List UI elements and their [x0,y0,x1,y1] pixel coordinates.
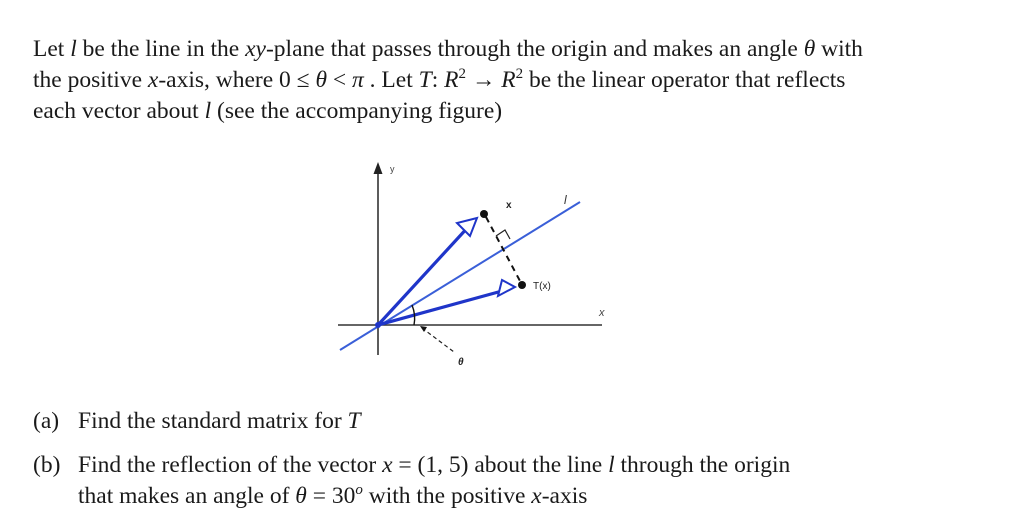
question-b-line-2 [33,481,790,512]
math-l: l [70,36,77,62]
line-l-label: l [564,193,567,207]
y-axis-arrowhead [374,162,383,174]
math-vector: (1, 5) [417,452,469,478]
question-a-tag: (a) [33,408,60,434]
perpendicular-dashed-line [486,217,520,281]
text: with [815,36,863,62]
text: Find the reflection of the vector [78,452,383,478]
vector-Tx-arrowhead [498,280,515,296]
math-exponent: 2 [515,66,524,82]
math-equals: = [306,483,332,509]
math-R: R [444,67,459,93]
text: that makes an angle of [78,483,296,509]
reflection-diagram [330,150,620,375]
text: -axis [541,483,588,509]
problem-statement [33,34,993,127]
vector-x-arrowhead [457,218,477,236]
math-x: x [382,452,393,478]
text: be the linear operator that reflects [523,67,846,93]
angle-theta-label: θ [458,357,464,368]
math-arrow: → [465,67,502,93]
vector-x-label: x [506,200,512,211]
math-l: l [608,452,615,478]
math-inequality: < [326,67,352,93]
vector-Tx-label: T(x) [533,281,551,292]
text: be the line in the [76,36,246,62]
angle-leader-line [422,328,454,352]
math-R: R [501,67,516,93]
math-theta: θ [295,483,307,509]
statement-line-2 [33,65,993,96]
text: Let [33,36,71,62]
question-b [33,450,790,512]
math-T: T [418,67,432,93]
vector-Tx [378,291,502,325]
math-x: x [531,483,542,509]
text: about the line [468,452,609,478]
text: the positive [33,67,148,93]
math-theta: θ [803,36,816,62]
text: : [431,67,445,93]
origin-dot [375,322,381,328]
text: . Let [363,67,419,93]
vector-Tx-tip-dot [518,281,526,289]
question-a [33,406,361,437]
math-degree-symbol: o [355,482,363,498]
reflection-figure [330,150,620,375]
vector-x [378,225,470,325]
math-pi: π [352,67,364,93]
angle-leader-arrowhead [420,326,427,332]
x-axis-label: x [599,307,605,319]
math-theta: θ [315,67,327,93]
text: -axis, where [158,67,280,93]
math-inequality: 0 ≤ [279,67,316,93]
statement-line-1 [33,34,993,65]
text: through the origin [614,452,791,478]
math-T: T [347,408,361,434]
math-xy: xy [245,36,266,62]
math-equals: = [392,452,418,478]
question-b-tag: (b) [33,452,61,478]
text: each vector about [33,98,205,124]
text: (see the accompanying figure) [211,98,503,124]
text: Find the standard matrix for [78,408,348,434]
y-axis-label: y [390,164,395,174]
statement-line-3 [33,96,993,127]
text: -plane that passes through the origin and makes an angle [265,36,804,62]
text: with the positive [362,483,532,509]
math-exponent: 2 [458,66,466,82]
math-l: l [204,98,212,124]
math-degrees: 30 [331,483,356,509]
math-x: x [147,67,159,93]
